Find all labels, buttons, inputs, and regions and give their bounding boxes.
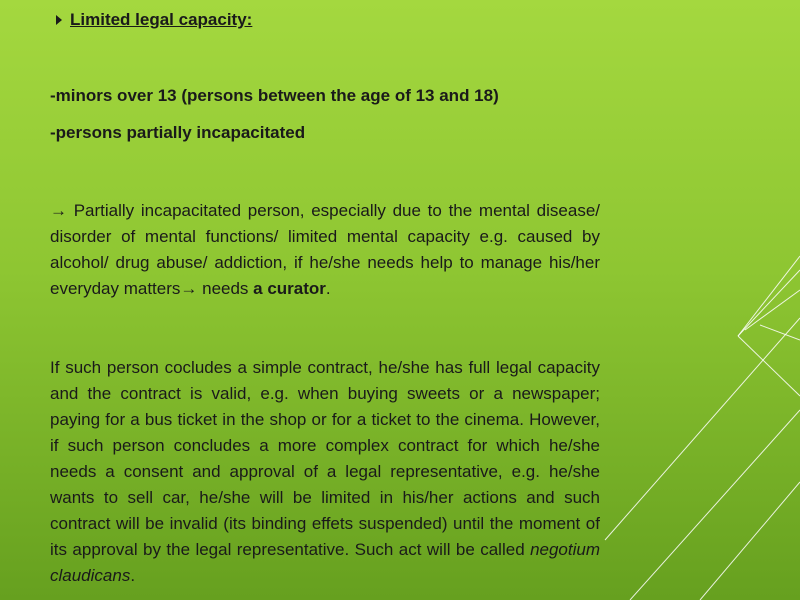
curator-paragraph-text: Partially incapacitated person, especially due to the mental disease/ disorder of mental functions/ limited mental capacity e.g. caused by alcohol/ drug abuse/ addiction, if he/she needs help to manage his/her everyday matters (50, 201, 600, 298)
contract-paragraph-text: If such person cocludes a simple contract, he/she has full legal capacity and the contract is valid, e.g. when buying sweets or a newspaper; paying for a bus ticket in the shop or for a ticket to the cinema. However, if such person concludes a more complex contract for which he/she needs a consent and approval of a legal representative, e.g. he/she wants to sell car, he/she will be limited in his/her actions and such contract will be invalid (its binding effets suspended) until the moment of its approval by the legal representative. Such act will be called (50, 358, 600, 559)
contract-paragraph-end: . (130, 566, 136, 585)
decorative-line (738, 336, 800, 396)
curator-paragraph (50, 198, 600, 302)
decorative-line (605, 318, 800, 540)
list-item-minors: -minors over 13 (persons between the age of 13 and 18) (50, 86, 499, 105)
decorative-line (738, 256, 800, 336)
decorative-line (738, 270, 800, 336)
curator-emphasis: a curator (253, 279, 326, 298)
list-item-partially-incapacitated: -persons partially incapacitated (50, 123, 306, 142)
arrow-right-icon: → (50, 201, 67, 220)
slide-heading: Limited legal capacity: (70, 10, 253, 29)
arrow-right-icon: → (180, 279, 198, 298)
curator-paragraph-text-2: needs (197, 279, 254, 298)
curator-paragraph-end: . (325, 279, 331, 298)
decorative-line (745, 290, 800, 330)
latin-term: negotium claudicans (50, 540, 600, 585)
contract-paragraph (50, 355, 600, 589)
decorative-line (700, 482, 800, 600)
triangle-right-icon (56, 15, 62, 25)
decorative-line (630, 410, 800, 600)
decorative-line (760, 325, 800, 340)
